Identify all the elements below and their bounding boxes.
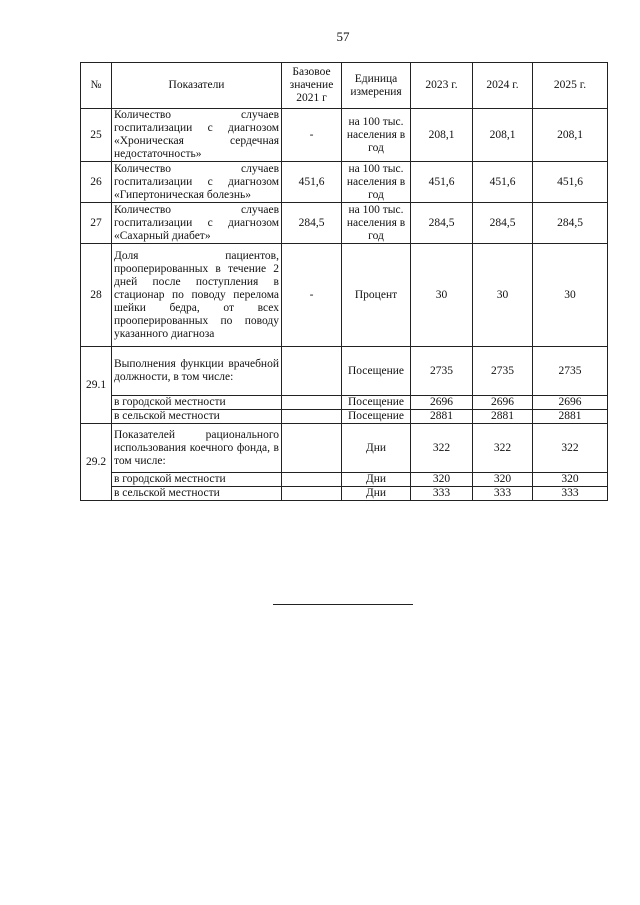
value-2025: 284,5 (533, 203, 608, 244)
value-2023: 2881 (411, 410, 473, 424)
indicator-name: в сельской местности (112, 410, 282, 424)
header-2023: 2023 г. (411, 63, 473, 109)
base-value (282, 347, 342, 396)
header-2024: 2024 г. (473, 63, 533, 109)
value-2025: 2881 (533, 410, 608, 424)
table-row (81, 162, 608, 203)
row-number: 29.2 (81, 424, 112, 501)
unit: Дни (342, 424, 411, 473)
table-row (81, 424, 608, 473)
header-name: Показатели (112, 63, 282, 109)
value-2024: 208,1 (473, 109, 533, 162)
value-2023: 208,1 (411, 109, 473, 162)
table-row (81, 109, 608, 162)
value-2023: 2735 (411, 347, 473, 396)
value-2024: 320 (473, 473, 533, 487)
header-2025: 2025 г. (533, 63, 608, 109)
base-value (282, 424, 342, 473)
indicator-name: Показателей рационального использования коечного фонда, в том числе: (112, 424, 282, 473)
base-value (282, 487, 342, 501)
value-2023: 320 (411, 473, 473, 487)
value-2024: 2696 (473, 396, 533, 410)
indicator-name: Количество случаев госпитализации с диагнозом «Хроническая сердечная недостаточность» (112, 109, 282, 162)
value-2025: 2696 (533, 396, 608, 410)
unit: Посещение (342, 410, 411, 424)
base-value: 451,6 (282, 162, 342, 203)
value-2025: 208,1 (533, 109, 608, 162)
header-unit: Единица измерения (342, 63, 411, 109)
base-value (282, 396, 342, 410)
row-number: 27 (81, 203, 112, 244)
base-value (282, 473, 342, 487)
value-2024: 284,5 (473, 203, 533, 244)
indicators-table (80, 62, 608, 501)
footer-separator-line (273, 604, 413, 605)
unit: Процент (342, 244, 411, 347)
value-2024: 451,6 (473, 162, 533, 203)
table-header-row (81, 63, 608, 109)
value-2024: 333 (473, 487, 533, 501)
table-row (81, 347, 608, 396)
value-2023: 451,6 (411, 162, 473, 203)
header-num: № (81, 63, 112, 109)
unit: на 100 тыс. населения в год (342, 109, 411, 162)
header-base: Базовое значение 2021 г (282, 63, 342, 109)
value-2023: 30 (411, 244, 473, 347)
indicator-name: Количество случаев госпитализации с диагнозом «Сахарный диабет» (112, 203, 282, 244)
table-subrow (81, 487, 608, 501)
row-number: 28 (81, 244, 112, 347)
page-number: 57 (336, 29, 350, 44)
unit: Дни (342, 487, 411, 501)
unit: на 100 тыс. населения в год (342, 203, 411, 244)
indicator-name: Доля пациентов, прооперированных в течение 2 дней после поступления в стационар по поводу перелома шейки бедра, от всех прооперированных по поводу указанного диагноза (112, 244, 282, 347)
value-2024: 322 (473, 424, 533, 473)
value-2025: 30 (533, 244, 608, 347)
value-2023: 284,5 (411, 203, 473, 244)
table-row (81, 244, 608, 347)
value-2023: 333 (411, 487, 473, 501)
value-2025: 451,6 (533, 162, 608, 203)
unit: Посещение (342, 396, 411, 410)
value-2023: 322 (411, 424, 473, 473)
table-subrow (81, 410, 608, 424)
table-subrow (81, 473, 608, 487)
indicator-name: Количество случаев госпитализации с диагнозом «Гипертоническая болезнь» (112, 162, 282, 203)
table-subrow (81, 396, 608, 410)
indicator-name: Выполнения функции врачебной должности, в том числе: (112, 347, 282, 396)
value-2025: 320 (533, 473, 608, 487)
row-number: 25 (81, 109, 112, 162)
unit: на 100 тыс. населения в год (342, 162, 411, 203)
base-value: 284,5 (282, 203, 342, 244)
table-row (81, 203, 608, 244)
indicator-name: в городской местности (112, 396, 282, 410)
value-2024: 30 (473, 244, 533, 347)
row-number: 29.1 (81, 347, 112, 424)
value-2023: 2696 (411, 396, 473, 410)
indicator-name: в сельской местности (112, 487, 282, 501)
value-2025: 2735 (533, 347, 608, 396)
base-value: - (282, 244, 342, 347)
value-2024: 2881 (473, 410, 533, 424)
value-2025: 333 (533, 487, 608, 501)
base-value: - (282, 109, 342, 162)
indicator-name: в городской местности (112, 473, 282, 487)
row-number: 26 (81, 162, 112, 203)
base-value (282, 410, 342, 424)
value-2025: 322 (533, 424, 608, 473)
value-2024: 2735 (473, 347, 533, 396)
unit: Дни (342, 473, 411, 487)
unit: Посещение (342, 347, 411, 396)
